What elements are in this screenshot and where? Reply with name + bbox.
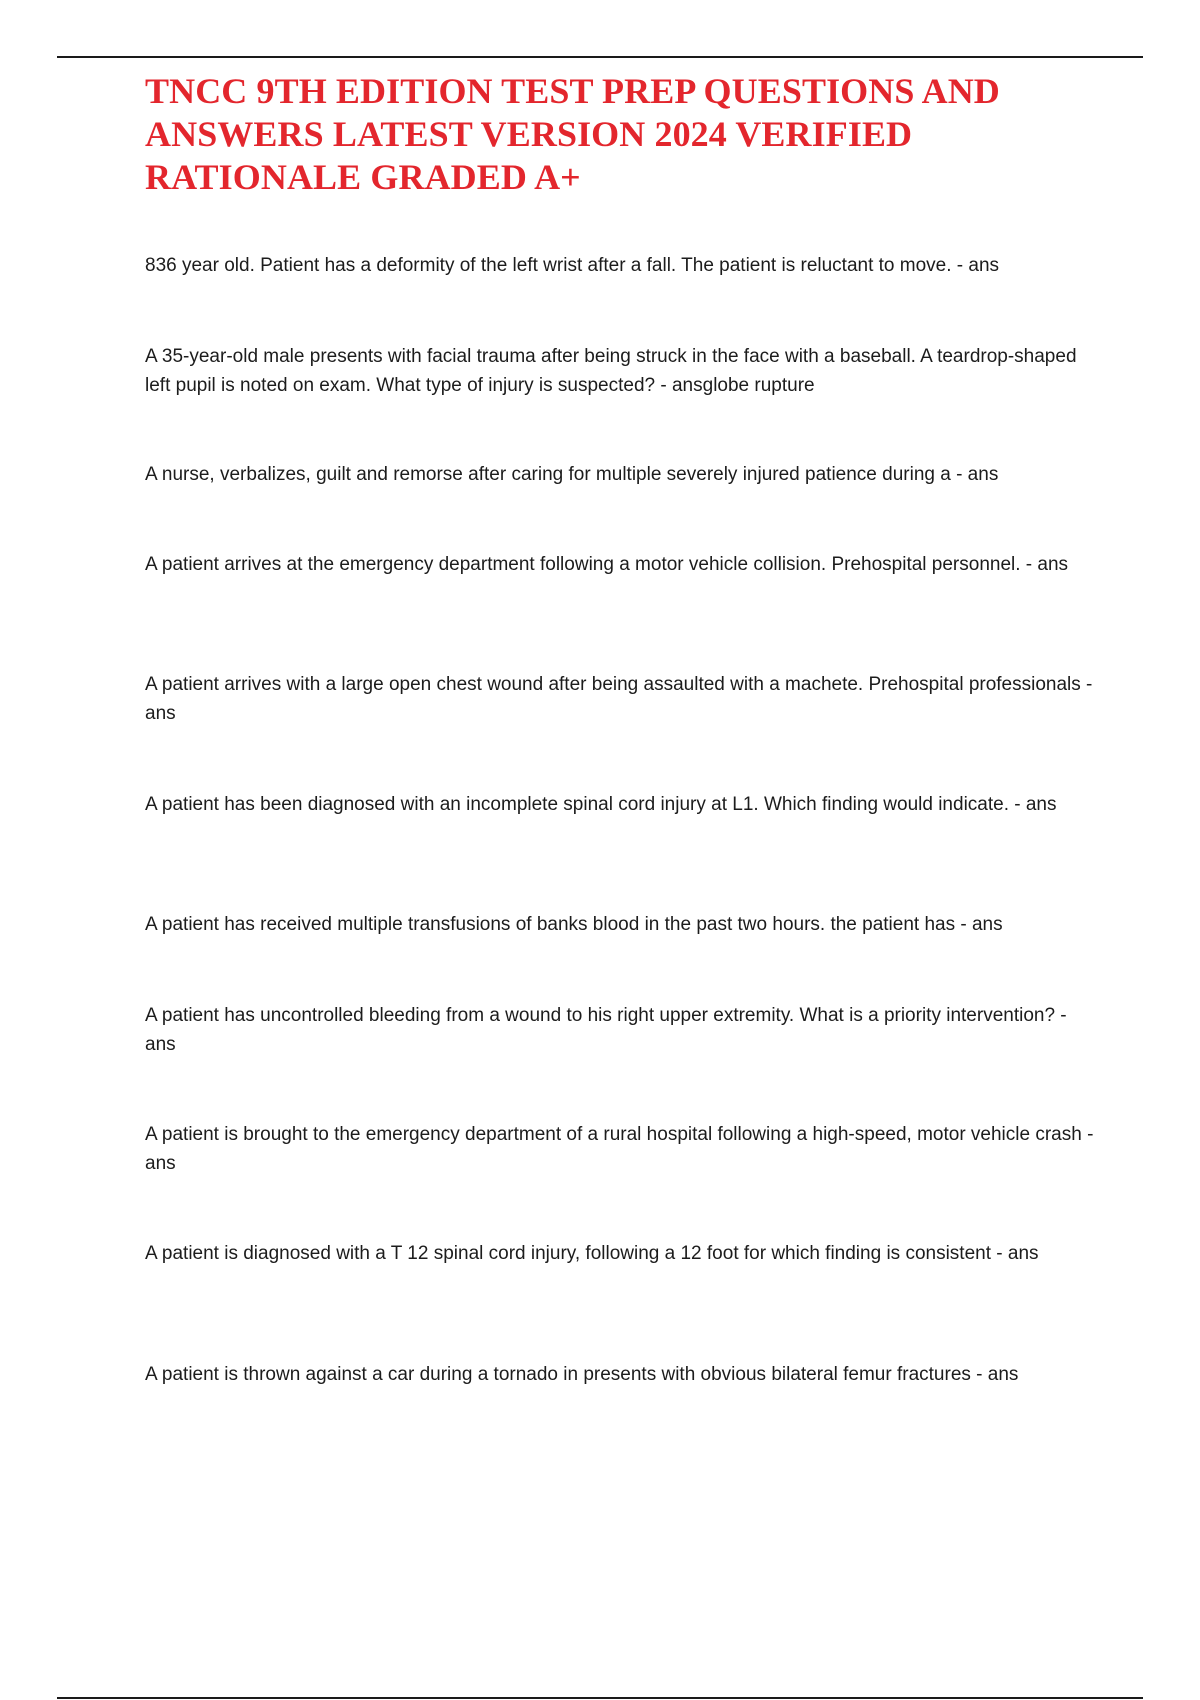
qa-item-5: A patient arrives with a large open chest wound after being assaulted with a machete. Prehospital professionals - ans xyxy=(145,674,1093,724)
qa-item-6: A patient has been diagnosed with an incomplete spinal cord injury at L1. Which finding would indicate. - ans xyxy=(145,794,1057,815)
qa-item-3: A nurse, verbalizes, guilt and remorse after caring for multiple severely injured patience during a - ans xyxy=(145,464,999,485)
qa-item-10: A patient is diagnosed with a T 12 spinal cord injury, following a 12 foot for which finding is consistent - ans xyxy=(145,1243,1039,1264)
bottom-rule xyxy=(57,1697,1143,1699)
document-title: TNCC 9TH EDITION TEST PREP QUESTIONS AND ANSWERS LATEST VERSION 2024 VERIFIED RATIONALE GRADED A+ xyxy=(145,71,1000,197)
qa-item-4: A patient arrives at the emergency department following a motor vehicle collision. Prehospital personnel. - ans xyxy=(145,554,1069,575)
qa-item-8: A patient has uncontrolled bleeding from a wound to his right upper extremity. What is a priority intervention? - ans xyxy=(145,1005,1067,1055)
qa-item-9: A patient is brought to the emergency department of a rural hospital following a high-speed, motor vehicle crash - ans xyxy=(145,1124,1094,1174)
qa-item-1: 836 year old. Patient has a deformity of the left wrist after a fall. The patient is reluctant to move. - ans xyxy=(145,255,1000,276)
qa-item-11: A patient is thrown against a car during a tornado in presents with obvious bilateral femur fractures - ans xyxy=(145,1364,1019,1385)
document-page xyxy=(145,70,1095,1385)
qa-item-2: A 35-year-old male presents with facial trauma after being struck in the face with a baseball. A teardrop-shaped left pupil is noted on exam. What type of injury is suspected? - ansglobe rupture xyxy=(145,346,1077,396)
qa-item-7: A patient has received multiple transfusions of banks blood in the past two hours. the patient has - ans xyxy=(145,914,1003,935)
top-rule xyxy=(57,56,1143,58)
